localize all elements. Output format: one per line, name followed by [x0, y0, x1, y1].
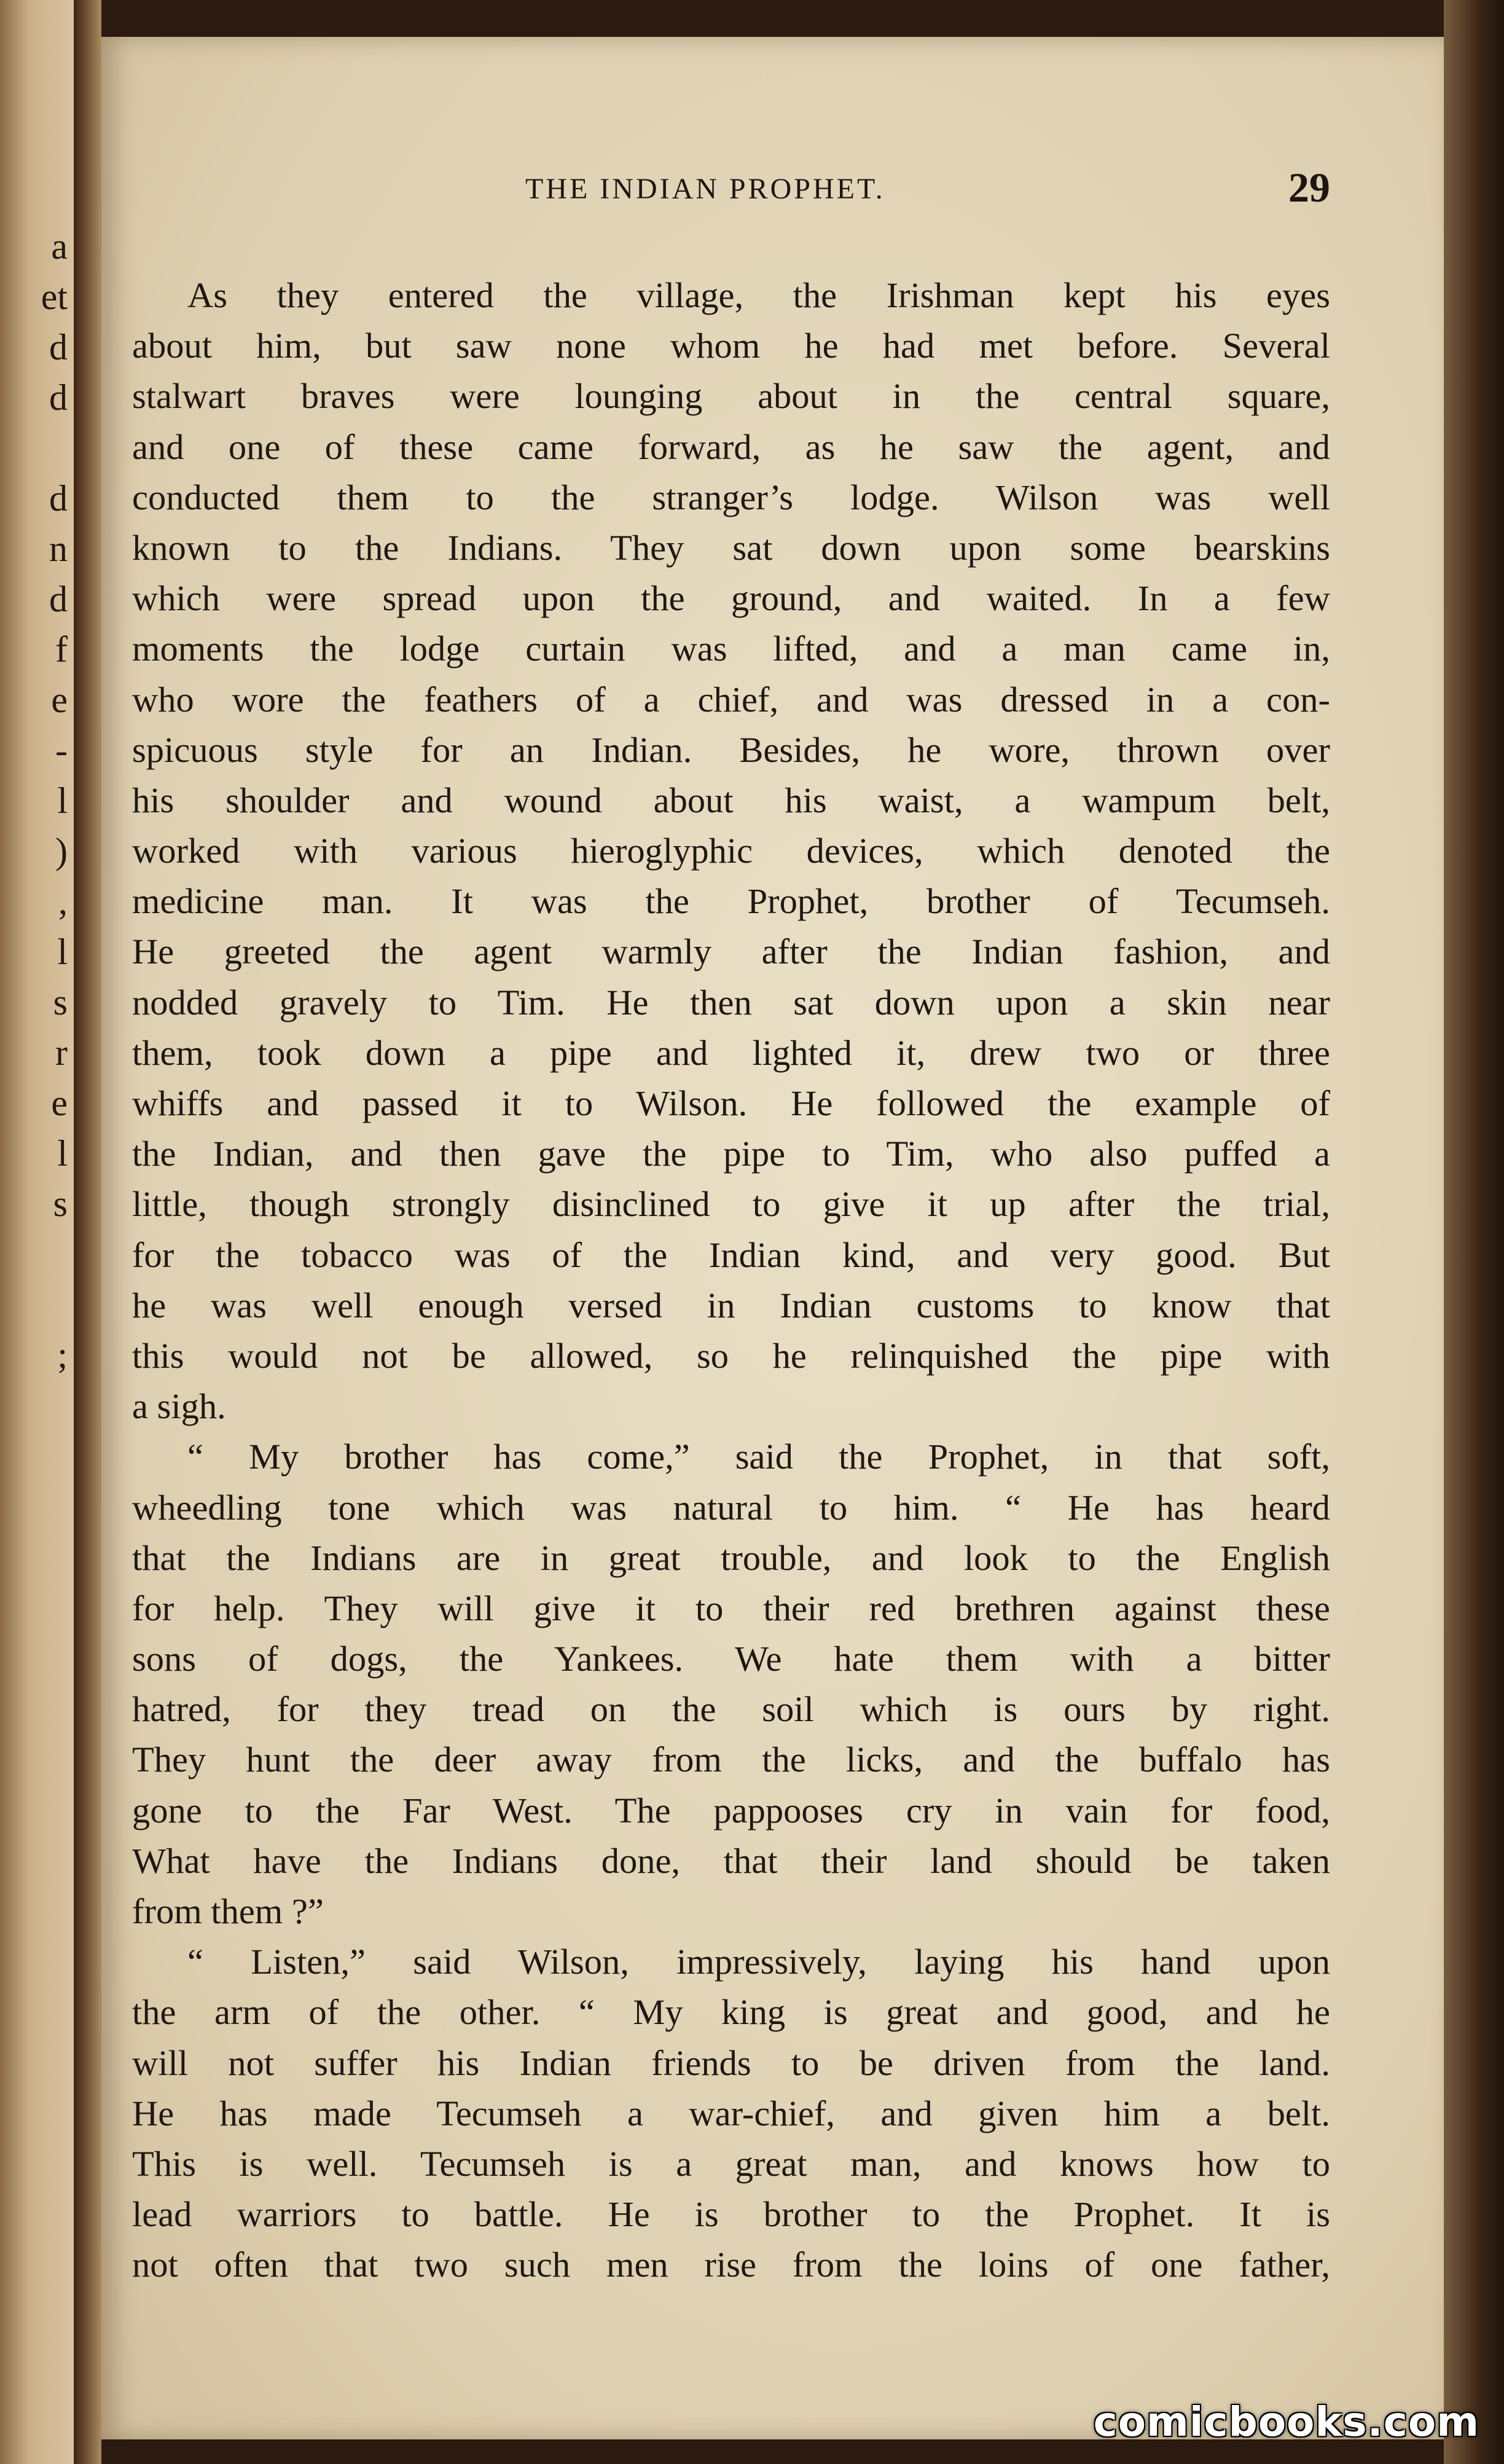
facing-page-fragments: [6, 221, 68, 1380]
text-line: which were spread upon the ground, and waited. In a few: [132, 578, 1330, 619]
facing-page-fragment: [6, 423, 68, 473]
facing-page-fragment: d: [49, 579, 68, 619]
text-line: gone to the Far West. The pappooses cry in vain for food,: [132, 1790, 1330, 1830]
text-line: and one of these came forward, as he saw the agent, and: [132, 426, 1330, 467]
text-line: nodded gravely to Tim. He then sat down upon a skin near: [132, 982, 1330, 1022]
text-line: who wore the feathers of a chief, and was dressed in a con-: [132, 679, 1330, 720]
text-line: that the Indians are in great trouble, and look to the English: [132, 1537, 1330, 1578]
facing-page-fragment: [6, 1279, 68, 1330]
facing-page-fragment: l: [57, 932, 68, 972]
text-line: the arm of the other. “ My king is great and good, and he: [132, 1992, 1330, 2033]
text-line: his shoulder and wound about his waist, a wampum belt,: [132, 780, 1330, 820]
text-line: them, took down a pipe and lighted it, drew two or three: [132, 1032, 1330, 1073]
facing-page-fragment: d: [49, 377, 68, 418]
text-line: He has made Tecumseh a war-chief, and given him a belt.: [132, 2093, 1330, 2133]
facing-page-fragment: r: [55, 1032, 68, 1073]
facing-page-fragment: l: [57, 780, 68, 821]
facing-page-fragment: e: [51, 1083, 68, 1123]
text-line: conducted them to the stranger’s lodge. Wilson was well: [132, 477, 1330, 517]
text-line: stalwart braves were lounging about in the central square,: [132, 376, 1330, 417]
text-line: What have the Indians done, that their land should be taken: [132, 1840, 1330, 1881]
facing-page-fragment: f: [55, 629, 68, 670]
facing-page-fragment: [6, 1229, 68, 1279]
text-line: he was well enough versed in Indian customs to know that: [132, 1285, 1330, 1325]
page-header: [101, 164, 1330, 221]
text-line: As they entered the village, the Irishman kept his eyes: [187, 275, 1330, 315]
text-line: for the tobacco was of the Indian kind, and very good. But: [132, 1234, 1330, 1275]
text-line: whiffs and passed it to Wilson. He followed the example of: [132, 1083, 1330, 1123]
text-line: medicine man. It was the Prophet, brother of Tecumseh.: [132, 881, 1330, 922]
facing-page-fragment: l: [57, 1133, 68, 1174]
text-line: the Indian, and then gave the pipe to Tim, who also puffed a: [132, 1134, 1330, 1174]
text-line: from them ?”: [132, 1891, 324, 1931]
text-line: for help. They will give it to their red brethren against these: [132, 1588, 1330, 1628]
text-line: moments the lodge curtain was lifted, and a man came in,: [132, 629, 1330, 669]
facing-page-edge: [0, 0, 74, 2464]
running-head: THE INDIAN PROPHET.: [525, 173, 885, 205]
facing-page-fragment: n: [49, 528, 68, 569]
text-line: “ My brother has come,” said the Prophet, in that soft,: [187, 1437, 1330, 1477]
page-number: 29: [1288, 164, 1330, 211]
text-line: not often that two such men rise from the loins of one father,: [132, 2245, 1330, 2285]
text-line: “ Listen,” said Wilson, impressively, laying his hand upon: [187, 1942, 1330, 1982]
page-body-text: [132, 270, 1330, 2291]
text-line: this would not be allowed, so he relinquished the pipe with: [132, 1335, 1330, 1376]
facing-page-fragment: ,: [58, 881, 68, 922]
facing-page-fragment: ;: [57, 1335, 68, 1375]
facing-page-fragment: s: [53, 982, 68, 1022]
facing-page-fragment: e: [51, 680, 68, 720]
facing-page-fragment: a: [51, 226, 68, 267]
facing-page-fragment: d: [49, 478, 68, 519]
book-gutter: [74, 0, 101, 2464]
text-line: He greeted the agent warmly after the Indian fashion, and: [132, 932, 1330, 972]
page-edge-shadow: [1444, 0, 1504, 2464]
text-line: wheedling tone which was natural to him. “ He has heard: [132, 1487, 1330, 1528]
facing-page-fragment: et: [41, 277, 68, 317]
text-line: sons of dogs, the Yankees. We hate them with a bitter: [132, 1639, 1330, 1679]
facing-page-fragment: s: [53, 1183, 68, 1224]
facing-page-fragment: -: [55, 730, 68, 771]
text-line: They hunt the deer away from the licks, and the buffalo has: [132, 1740, 1330, 1780]
text-line: spicuous style for an Indian. Besides, he wore, thrown over: [132, 729, 1330, 770]
text-line: will not suffer his Indian friends to be driven from the land.: [132, 2042, 1330, 2083]
facing-page-fragment: d: [49, 327, 68, 367]
facing-page-fragment: ): [55, 831, 68, 871]
text-line: little, though strongly disinclined to give it up after the trial,: [132, 1184, 1330, 1225]
text-line: hatred, for they tread on the soil which is ours by right.: [132, 1689, 1330, 1730]
text-line: known to the Indians. They sat down upon some bearskins: [132, 527, 1330, 568]
watermark: comicbooks.com: [1093, 2398, 1479, 2446]
text-line: This is well. Tecumseh is a great man, and knows how to: [132, 2143, 1330, 2184]
text-line: worked with various hieroglyphic devices, which denoted the: [132, 831, 1330, 871]
text-line: a sigh.: [132, 1386, 226, 1427]
text-line: about him, but saw none whom he had met before. Several: [132, 326, 1330, 366]
text-line: lead warriors to battle. He is brother to the Prophet. It is: [132, 2194, 1330, 2235]
